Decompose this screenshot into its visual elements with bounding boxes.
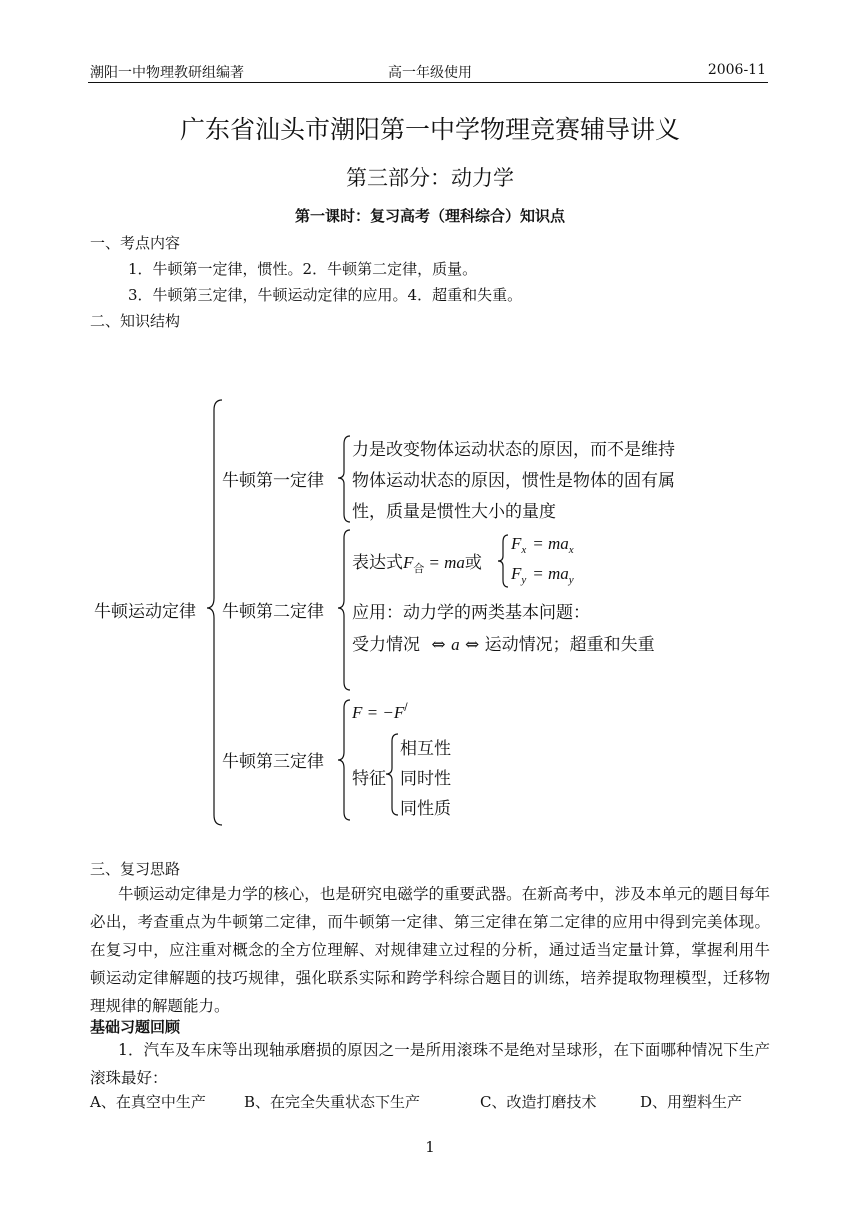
expression-prefix: 表达式 <box>352 553 403 573</box>
option-c: C、改造打磨技术 <box>480 1093 597 1111</box>
section1-line2: 3．牛顿第三定律，牛顿运动定律的应用。4．超重和失重。 <box>128 286 523 304</box>
question-1: 1．汽车及车床等出现轴承磨损的原因之一是所用滚珠不是绝对呈球形，在下面哪种情况下生产滚珠最好： <box>90 1041 770 1087</box>
law1-line3: 性，质量是惯性大小的量度 <box>352 502 556 522</box>
header-left: 潮阳一中物理教研组编著 <box>90 65 244 81</box>
document-title: 广东省汕头市潮阳第一中学物理竞赛辅导讲义 <box>179 115 680 144</box>
feature-mutual: 相互性 <box>400 739 451 759</box>
section1-heading: 一、考点内容 <box>90 234 181 252</box>
section3-paragraph: 牛顿运动定律是力学的核心，也是研究电磁学的重要武器。在新高考中，涉及本单元的题目每年必出，考查重点为牛顿第二定律，而牛顿第一定律、第三定律在第二定律的应用中得到完美体现。在复习中，应注重对概念的全方位理解、对规律建立过程的分析，通过适当定量计算，掌握利用牛顿运动定律解题的技巧规律，强化联系实际和跨学科综合题目的训练，培养提取物理模型，迁移物理规律的解题能力。 <box>90 885 770 1015</box>
law1-line1: 力是改变物体运动状态的原因，而不是维持 <box>352 440 675 460</box>
features-brace <box>386 734 398 815</box>
section2-heading: 二、知识结构 <box>90 312 181 330</box>
option-d: D、用塑料生产 <box>640 1093 743 1111</box>
option-a: A、在真空中生产 <box>90 1093 206 1111</box>
components-brace <box>498 535 508 587</box>
exercises-heading: 基础习题回顾 <box>90 1018 181 1036</box>
fx-equation: $F_x = ma_x$ <box>511 534 574 556</box>
fy-equation: $F_y = ma_y$ <box>511 564 574 586</box>
lesson-title: 第一课时：复习高考（理科综合）知识点 <box>294 207 565 225</box>
diagram-root-label: 牛顿运动定律 <box>94 602 196 622</box>
double-arrow-icon: ⇔ <box>431 635 446 655</box>
expression-eq: = ma <box>428 553 465 572</box>
double-arrow-icon: ⇔ <box>464 635 480 655</box>
section1-line1: 1．牛顿第一定律，惯性。2．牛顿第二定律，质量。 <box>128 260 478 278</box>
law3-equation: F = −F/ <box>352 702 408 722</box>
law2-expression <box>352 548 482 573</box>
law1-brace <box>338 436 350 522</box>
page-number: 1 <box>425 1138 435 1156</box>
part-subtitle: 第三部分：动力学 <box>346 166 514 190</box>
feature-simultaneous: 同时性 <box>400 769 451 789</box>
law3-label: 牛顿第三定律 <box>222 752 324 772</box>
law1-line2: 物体运动状态的原因，惯性是物体的固有属 <box>352 471 675 491</box>
law2-brace <box>338 530 350 690</box>
expression-F: F <box>403 553 414 572</box>
section3-heading: 三、复习思路 <box>90 860 181 878</box>
feature-same-nature: 同性质 <box>400 799 451 819</box>
law3-brace <box>338 700 350 820</box>
law2-relation: 受力情况 ⇔ a ⇔ 运动情况；超重和失重 <box>352 635 655 655</box>
expression-or: 或 <box>464 553 482 573</box>
header-center: 高一年级使用 <box>388 65 472 81</box>
law1-label: 牛顿第一定律 <box>222 471 324 491</box>
option-b: B、在完全失重状态下生产 <box>244 1093 421 1111</box>
law3-feature-label: 特征 <box>352 769 386 789</box>
header-right: 2006-11 <box>707 62 766 78</box>
root-brace <box>207 400 222 825</box>
law2-label: 牛顿第二定律 <box>222 602 324 622</box>
law2-application: 应用：动力学的两类基本问题： <box>352 603 590 623</box>
expression-sub-he: 合 <box>413 562 425 575</box>
